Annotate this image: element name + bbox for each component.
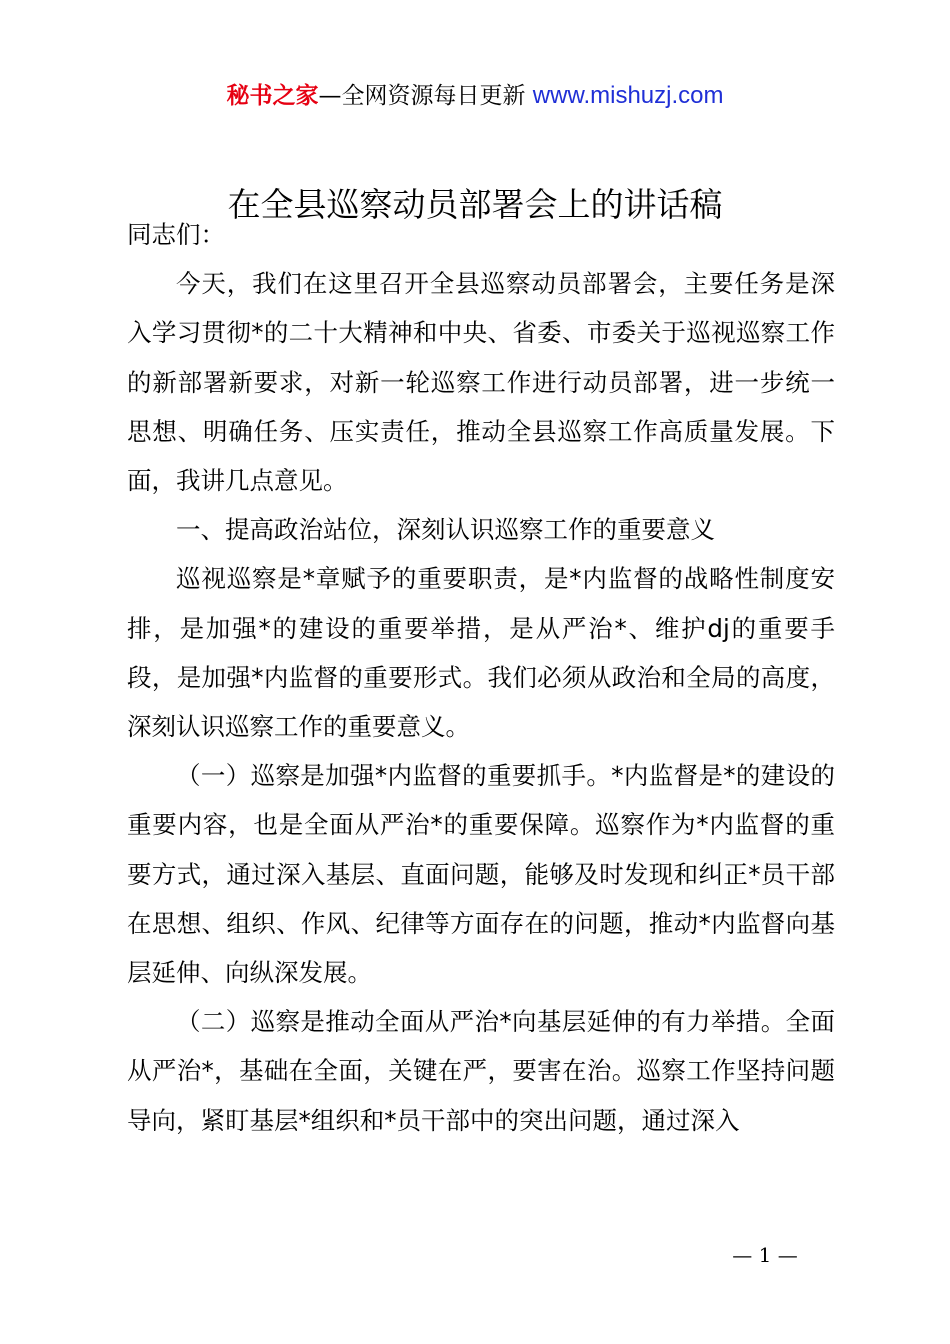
document-body <box>127 210 835 1145</box>
paragraph-intro: 今天，我们在这里召开全县巡察动员部署会，主要任务是深入学习贯彻*的二十大精神和中央、省委、市委关于巡视巡察工作的新部署新要求，对新一轮巡察工作进行动员部署，进一步统一思想、明确任务、压实责任，推动全县巡察工作高质量发展。下面，我讲几点意见。 <box>127 269 835 496</box>
page-number: — 1 — <box>732 1243 798 1267</box>
paragraph-point-2: （二）巡察是推动全面从严治*向基层延伸的有力举措。全面从严治*，基础在全面，关键在严，要害在治。巡察工作坚持问题导向，紧盯基层*组织和*员干部中的突出问题，通过深入 <box>127 1007 835 1135</box>
salutation: 同志们： <box>127 220 225 249</box>
header-url-link[interactable]: www.mishuzj.com <box>532 82 724 109</box>
brand-name: 秘书之家 <box>226 83 319 109</box>
document-title: 在全县巡察动员部署会上的讲话稿 <box>227 185 723 224</box>
paragraph-significance: 巡视巡察是*章赋予的重要职责，是*内监督的战略性制度安排，是加强*的建设的重要举措，是从严治*、维护dj的重要手段，是加强*内监督的重要形式。我们必须从政治和全局的高度，深刻认识巡察工作的重要意义。 <box>127 564 835 742</box>
site-header <box>0 80 950 112</box>
paragraph-point-1: （一）巡察是加强*内监督的重要抓手。*内监督是*的建设的重要内容，也是全面从严治*的重要保障。巡察作为*内监督的重要方式，通过深入基层、直面问题，能够及时发现和纠正*员干部在思想、组织、作风、纪律等方面存在的问题，推动*内监督向基层延伸、向纵深发展。 <box>127 761 835 988</box>
header-tagline: —全网资源每日更新 <box>318 83 526 109</box>
section-heading-1: 一、提高政治站位，深刻认识巡察工作的重要意义 <box>176 515 715 545</box>
